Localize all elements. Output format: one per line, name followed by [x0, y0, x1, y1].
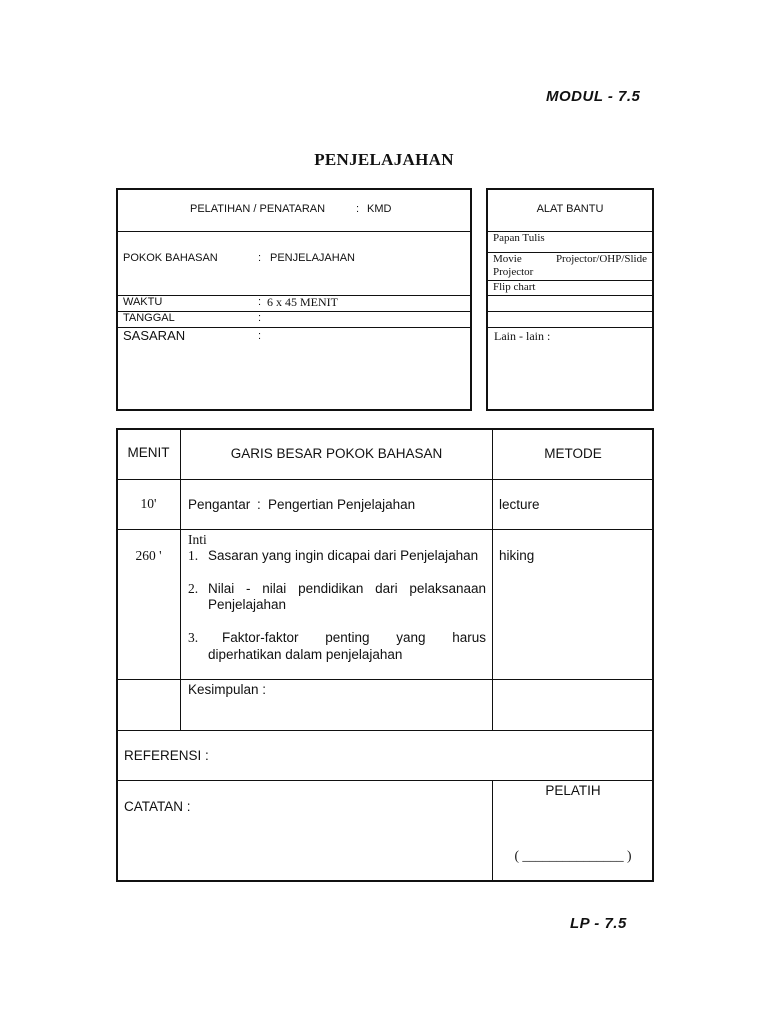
waktu-label: WAKTU [123, 296, 163, 308]
alat-divider-5 [487, 311, 653, 312]
row2-menit: 260 ' [135, 548, 162, 563]
row2-item1-number: 1. [188, 548, 199, 563]
alat-item-papan-tulis: Papan Tulis [493, 232, 545, 244]
col-header-garis-besar: GARIS BESAR POKOK BAHASAN [230, 446, 443, 461]
table-rule-2 [117, 529, 653, 530]
catatan-label: CATATAN : [124, 799, 191, 814]
sasaran-colon: : [258, 330, 262, 342]
alat-divider-6 [487, 327, 653, 328]
table-col-rule-2 [492, 429, 493, 731]
pelatihan-label: PELATIHAN / PENATARAN [190, 203, 326, 215]
table-rule-1 [117, 479, 653, 480]
pokok-bahasan-label: POKOK BAHASAN [123, 252, 218, 264]
row1-colon: : [257, 497, 261, 512]
tanggal-label: TANGGAL [123, 312, 175, 324]
pokok-bahasan-value: PENJELAJAHAN [270, 252, 355, 264]
row2-inti: Inti [188, 532, 207, 547]
waktu-colon: : [258, 296, 262, 308]
alat-item-movie-projector: Movie Projector/OHP/Slide [493, 253, 647, 265]
alat-divider-4 [487, 295, 653, 296]
alat-item-flip-chart: Flip chart [493, 281, 536, 293]
row1-label: Pengantar [188, 497, 251, 512]
info-divider-1 [117, 231, 471, 232]
pelatihan-value: KMD [367, 203, 392, 215]
alat-lain-lain: Lain - lain : [494, 329, 551, 343]
col-header-menit: MENIT [127, 445, 170, 460]
table-col-rule-1 [180, 429, 181, 731]
pelatih-label: PELATIH [545, 783, 601, 798]
tanggal-colon: : [258, 312, 262, 324]
alat-item-projector: Projector [493, 266, 534, 278]
pelatihan-colon: : [356, 203, 360, 215]
referensi-label: REFERENSI : [124, 748, 209, 763]
row2-item3-number: 3. [188, 630, 199, 645]
row1-metode: lecture [499, 497, 540, 512]
row2-item2-line1: Nilai - nilai pendidikan dari pelaksanaan [208, 581, 486, 596]
row1-content: Pengertian Penjelajahan [268, 497, 416, 512]
table-rule-3 [117, 679, 653, 680]
sasaran-label: SASARAN [123, 328, 186, 343]
row2-item2-number: 2. [188, 581, 199, 596]
signature-line: ( _______________ ) [514, 848, 632, 863]
table-rule-4 [117, 730, 653, 731]
col-header-metode: METODE [544, 446, 602, 461]
waktu-value: 6 x 45 MENIT [267, 295, 338, 309]
module-number: MODUL - 7.5 [546, 88, 641, 105]
pokok-bahasan-colon: : [258, 252, 262, 264]
row2-item3-line2: diperhatikan dalam penjelajahan [208, 647, 403, 662]
table-rule-5 [117, 780, 653, 781]
row2-item2-line2: Penjelajahan [208, 597, 287, 612]
row2-item1-text: Sasaran yang ingin dicapai dari Penjelajahan [208, 548, 479, 563]
row2-item3-line1: Faktor-faktor penting yang harus [222, 630, 486, 645]
page-code: LP - 7.5 [570, 915, 627, 932]
row1-menit: 10' [140, 496, 157, 511]
alat-bantu-box [486, 188, 654, 411]
row3-kesimpulan: Kesimpulan : [188, 682, 267, 697]
row2-metode: hiking [499, 548, 535, 563]
alat-bantu-title: ALAT BANTU [536, 203, 604, 215]
page-title: PENJELAJAHAN [314, 150, 454, 169]
